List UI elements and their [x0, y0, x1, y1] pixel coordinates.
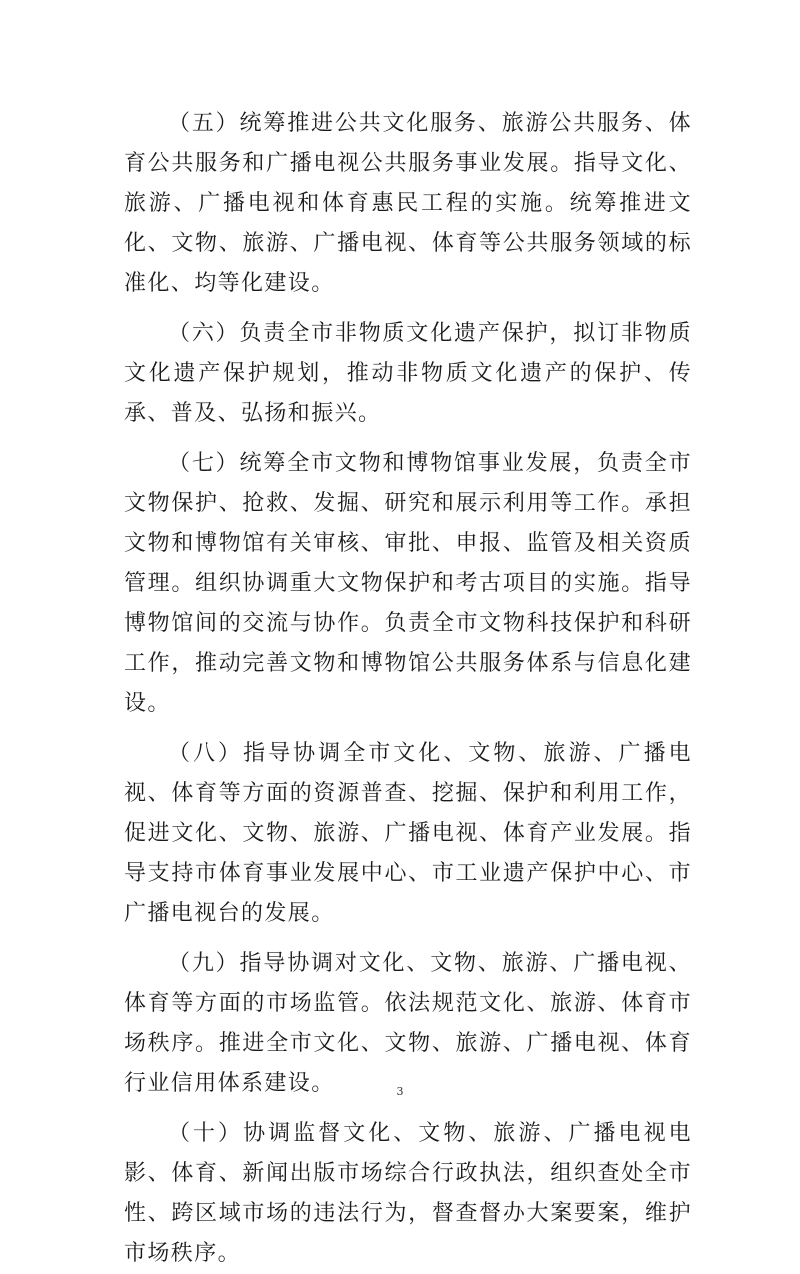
paragraph-item-9: （九）指导协调对文化、文物、旅游、广播电视、体育等方面的市场监管。依法规范文化、旅游、体育市场秩序。推进全市文化、文物、旅游、广播电视、体育行业信用体系建设。 [124, 951, 692, 1096]
paragraph-item-7: （七）统筹全市文物和博物馆事业发展，负责全市文物保护、抢救、发掘、研究和展示利用等工作。承担文物和博物馆有关审核、审批、申报、监管及相关资质管理。组织协调重大文物保护和考古项目的实施。指导博物馆间的交流与协作。负责全市文物科技保护和科研工作，推动完善文物和博物馆公共服务体系与信息化建设。 [124, 451, 692, 716]
page-number: 3 [396, 1085, 404, 1098]
paragraph-item-5: （五）统筹推进公共文化服务、旅游公共服务、体育公共服务和广播电视公共服务事业发展。指导文化、旅游、广播电视和体育惠民工程的实施。统筹推进文化、文物、旅游、广播电视、体育等公共服务领域的标准化、均等化建设。 [124, 111, 692, 296]
paragraph-item-8: （八）指导协调全市文化、文物、旅游、广播电视、体育等方面的资源普查、挖掘、保护和利用工作，促进文化、文物、旅游、广播电视、体育产业发展。指导支持市体育事业发展中心、市工业遗产保护中心、市广播电视台的发展。 [124, 741, 692, 926]
paragraph-item-10: （十）协调监督文化、文物、旅游、广播电视电影、体育、新闻出版市场综合行政执法，组织查处全市性、跨区域市场的违法行为，督查督办大案要案，维护市场秩序。 [124, 1121, 692, 1266]
paragraph-item-6: （六）负责全市非物质文化遗产保护，拟订非物质文化遗产保护规划，推动非物质文化遗产的保护、传承、普及、弘扬和振兴。 [124, 321, 692, 426]
